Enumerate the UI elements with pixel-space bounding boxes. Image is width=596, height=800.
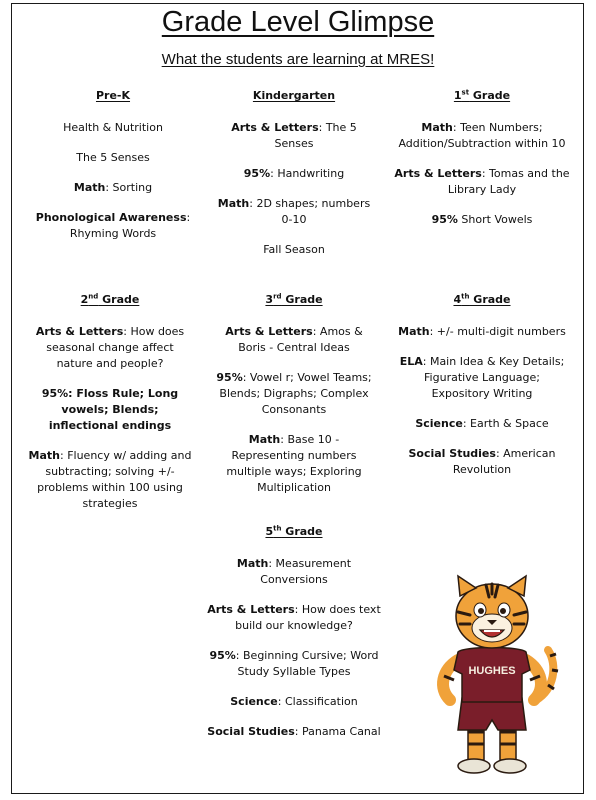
grade4-section <box>394 292 570 492</box>
kindergarten-section <box>212 88 376 272</box>
prek-math: Math: Sorting <box>73 181 153 194</box>
g1-arts: Arts & Letters: Tomas and the Library Lady <box>394 167 570 196</box>
page-title: Grade Level Glimpse <box>161 6 435 38</box>
g2-math: Math: Fluency w/ adding and subtracting; solving +/- problems within 100 using strategies <box>28 449 192 510</box>
grade1-heading: 1st Grade <box>453 88 511 102</box>
tiger-mascot-icon <box>424 570 560 780</box>
k-math: Math: 2D shapes; numbers 0-10 <box>217 197 371 226</box>
prek-item-health: Health & Nutrition <box>63 121 163 134</box>
grade5-section <box>206 524 382 754</box>
prek-phonological: Phonological Awareness: Rhyming Words <box>35 211 191 240</box>
prek-item-senses: The 5 Senses <box>76 151 150 164</box>
g5-95: 95%: Beginning Cursive; Word Study Syllable Types <box>209 649 379 678</box>
g2-95: 95%: Floss Rule; Long vowels; Blends; inflectional endings <box>41 387 179 432</box>
g3-arts: Arts & Letters: Amos & Boris - Central Ideas <box>225 325 363 354</box>
mascot-shirt-text: HUGHES <box>468 665 516 677</box>
page-subtitle: What the students are learning at MRES! <box>161 51 435 68</box>
prek-heading: Pre-K <box>95 89 131 102</box>
g5-social-studies: Social Studies: Panama Canal <box>207 725 381 738</box>
grade1-section <box>394 88 570 242</box>
k-season: Fall Season <box>263 243 325 256</box>
kindergarten-heading: Kindergarten <box>252 89 336 102</box>
grade4-heading: 4th Grade <box>453 292 511 306</box>
g4-science: Science: Earth & Space <box>415 417 549 430</box>
grade2-section <box>28 292 192 526</box>
g5-science: Science: Classification <box>230 695 358 708</box>
grade2-heading: 2nd Grade <box>80 292 140 306</box>
g1-math: Math: Teen Numbers; Addition/Subtraction within 10 <box>398 121 566 150</box>
g3-math: Math: Base 10 - Representing numbers multiple ways; Exploring Multiplication <box>226 433 362 494</box>
grade3-heading: 3rd Grade <box>265 292 323 306</box>
g4-math: Math: +/- multi-digit numbers <box>398 325 566 338</box>
g3-95: 95%: Vowel r; Vowel Teams; Blends; Digraphs; Complex Consonants <box>216 371 372 416</box>
k-arts: Arts & Letters: The 5 Senses <box>231 121 357 150</box>
k-95: 95%: Handwriting <box>243 167 345 180</box>
g5-arts: Arts & Letters: How does text build our knowledge? <box>207 603 381 632</box>
g4-social-studies: Social Studies: American Revolution <box>408 447 556 476</box>
prek-section <box>34 88 192 256</box>
g1-95: 95% Short Vowels <box>431 213 533 226</box>
grade3-section <box>212 292 376 510</box>
g5-math: Math: Measurement Conversions <box>236 557 352 586</box>
grade5-heading: 5th Grade <box>265 524 323 538</box>
g4-ela: ELA: Main Idea & Key Details; Figurative Language; Expository Writing <box>399 355 565 400</box>
g2-arts: Arts & Letters: How does seasonal change affect nature and people? <box>35 325 185 370</box>
